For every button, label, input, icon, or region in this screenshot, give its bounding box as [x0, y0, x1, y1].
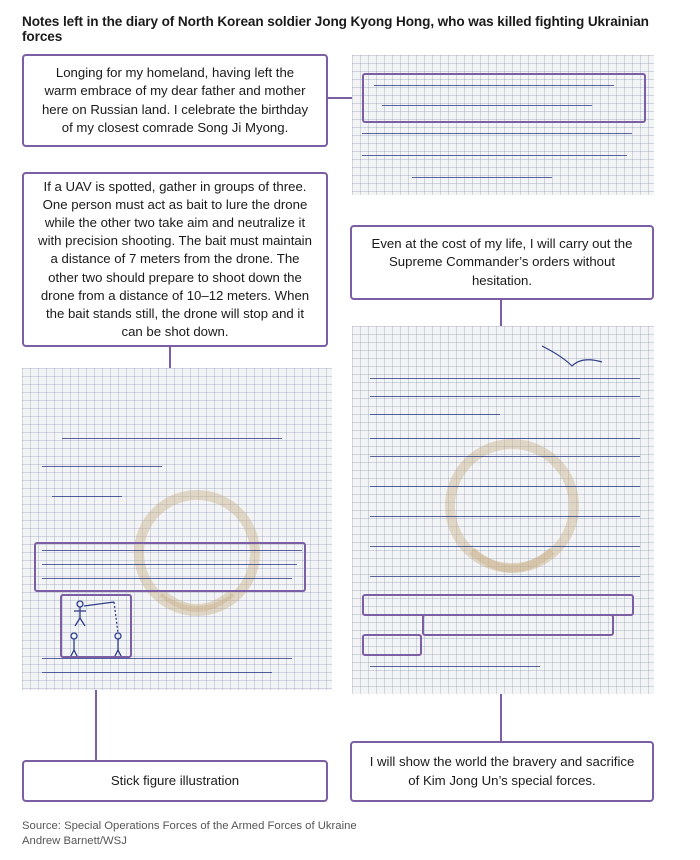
highlight-uav: [34, 542, 306, 592]
handwriting-line: [370, 438, 640, 439]
handwriting-line: [42, 672, 272, 673]
callout-supreme-commander: Even at the cost of my life, I will carry out the Supreme Commander’s orders without hesitation.: [350, 225, 654, 300]
highlight-bravery-a: [422, 614, 614, 636]
callout-uav-tactics: If a UAV is spotted, gather in groups of three. One person must act as bait to lure the drone while the other two take aim and neutralize it with precision shooting. The bait must maintain a distance of 7 meters from the drone. The other two should prepare to shoot down the drone from a distance of 10–12 meters. When the bait stands still, the drone will stop and it can be shot down.: [22, 172, 328, 347]
callout-stick-figure: Stick figure illustration: [22, 760, 328, 802]
handwriting-line: [62, 438, 282, 439]
handwriting-line: [370, 576, 640, 577]
callout-homeland: Longing for my homeland, having left the warm embrace of my dear father and mother here on Russian land. I celebrate the birthday of my closest comrade Song Ji Myong.: [22, 54, 328, 147]
chart-title: Notes left in the diary of North Korean soldier Jong Kyong Hong, who was killed fighting Ukrainian forces: [22, 14, 649, 44]
highlight-orders: [362, 594, 634, 616]
handwriting-line: [370, 378, 640, 379]
handwriting-line: [52, 496, 122, 497]
handwriting-line: [370, 456, 640, 457]
source-note: Source: Special Operations Forces of the Armed Forces of Ukraine: [22, 820, 357, 832]
handwriting-line: [370, 396, 640, 397]
highlight-bravery-b: [362, 634, 422, 656]
handwriting-line: [362, 155, 627, 156]
handwriting-line: [370, 414, 500, 415]
handwriting-line: [370, 486, 640, 487]
handwriting-line: [370, 546, 640, 547]
credit-note: Andrew Barnett/WSJ: [22, 835, 127, 847]
handwriting-line: [362, 133, 632, 134]
highlight-stick: [60, 594, 132, 658]
handwriting-line: [370, 666, 540, 667]
handwriting-line: [412, 177, 552, 178]
callout-bravery: I will show the world the bravery and sacrifice of Kim Jong Un’s special forces.: [350, 741, 654, 802]
handwriting-line: [370, 516, 640, 517]
handwriting-line: [42, 466, 162, 467]
highlight-homeland: [362, 73, 646, 123]
